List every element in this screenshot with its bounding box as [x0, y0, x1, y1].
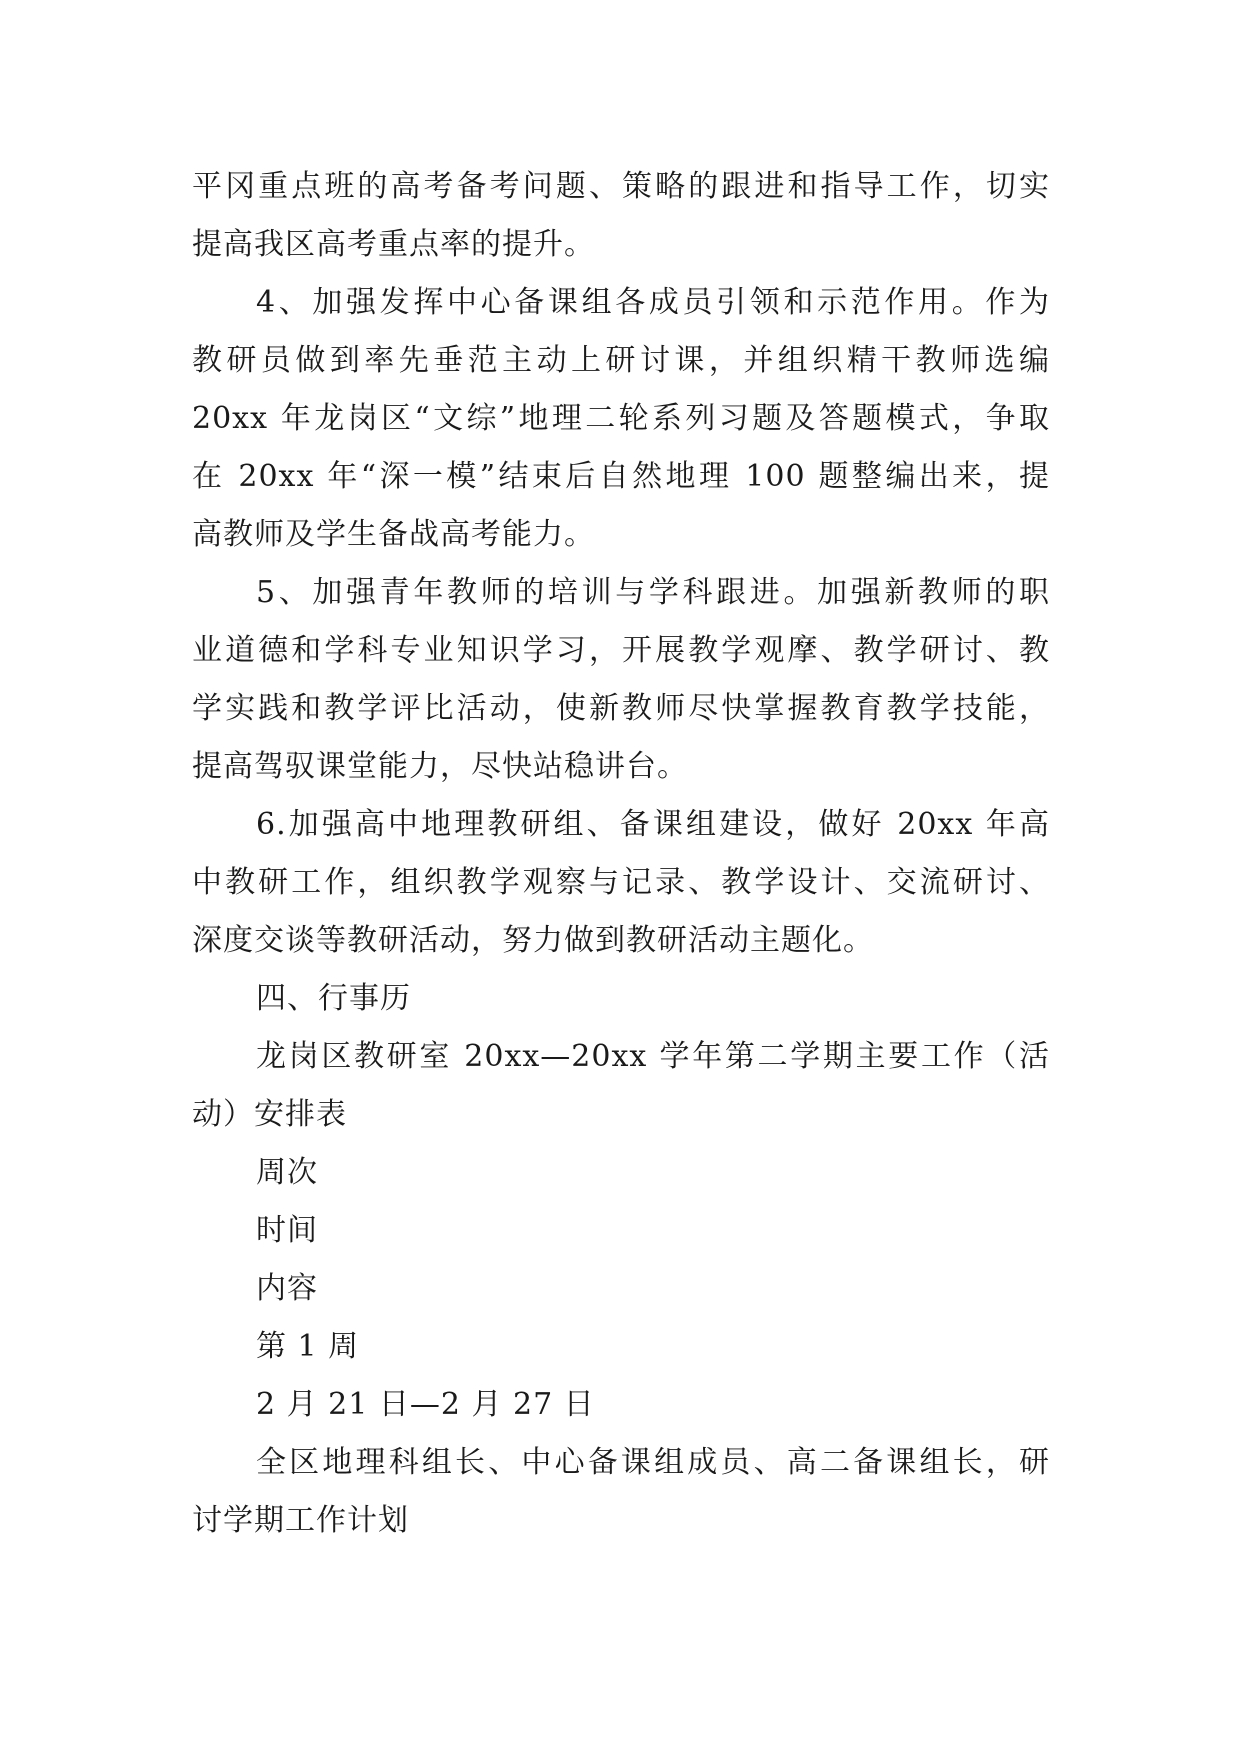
- paragraph-line: 4、加强发挥中心备课组各成员引领和示范作用。作为: [256, 285, 1050, 320]
- paragraph-line: 提高驾驭课堂能力，尽快站稳讲台。: [192, 749, 688, 784]
- paragraph-line: 高教师及学生备战高考能力。: [192, 517, 595, 552]
- table-cell-week: 第 1 周: [256, 1329, 360, 1364]
- paragraph-line: 动）安排表: [192, 1097, 347, 1132]
- paragraph-line: 提高我区高考重点率的提升。: [192, 227, 595, 262]
- paragraph-line: 龙岗区教研室 20xx—20xx 学年第二学期主要工作（活: [256, 1039, 1050, 1074]
- paragraph-line: 20xx 年龙岗区“文综”地理二轮系列习题及答题模式，争取: [192, 401, 1050, 436]
- table-header-time: 时间: [256, 1213, 318, 1248]
- table-header-content: 内容: [256, 1271, 318, 1306]
- table-cell-content: 全区地理科组长、中心备课组成员、高二备课组长，研: [256, 1445, 1050, 1480]
- paragraph-line: 6.加强高中地理教研组、备课组建设，做好 20xx 年高: [256, 807, 1050, 842]
- paragraph-line: 深度交谈等教研活动，努力做到教研活动主题化。: [192, 923, 874, 958]
- paragraph-line: 5、加强青年教师的培训与学科跟进。加强新教师的职: [256, 575, 1050, 610]
- table-cell-content: 讨学期工作计划: [192, 1503, 409, 1538]
- section-heading: 四、行事历: [256, 981, 411, 1016]
- paragraph-line: 业道德和学科专业知识学习，开展教学观摩、教学研讨、教: [192, 633, 1050, 668]
- table-header-week: 周次: [256, 1155, 318, 1190]
- paragraph-line: 学实践和教学评比活动，使新教师尽快掌握教育教学技能，: [192, 691, 1050, 726]
- table-cell-time: 2 月 21 日—2 月 27 日: [256, 1387, 595, 1422]
- paragraph-line: 平冈重点班的高考备考问题、策略的跟进和指导工作，切实: [192, 169, 1050, 204]
- paragraph-line: 中教研工作，组织教学观察与记录、教学设计、交流研讨、: [192, 865, 1050, 900]
- paragraph-line: 在 20xx 年“深一模”结束后自然地理 100 题整编出来，提: [192, 459, 1050, 494]
- paragraph-line: 教研员做到率先垂范主动上研讨课，并组织精干教师选编: [192, 343, 1050, 378]
- document-body: [192, 158, 1050, 1550]
